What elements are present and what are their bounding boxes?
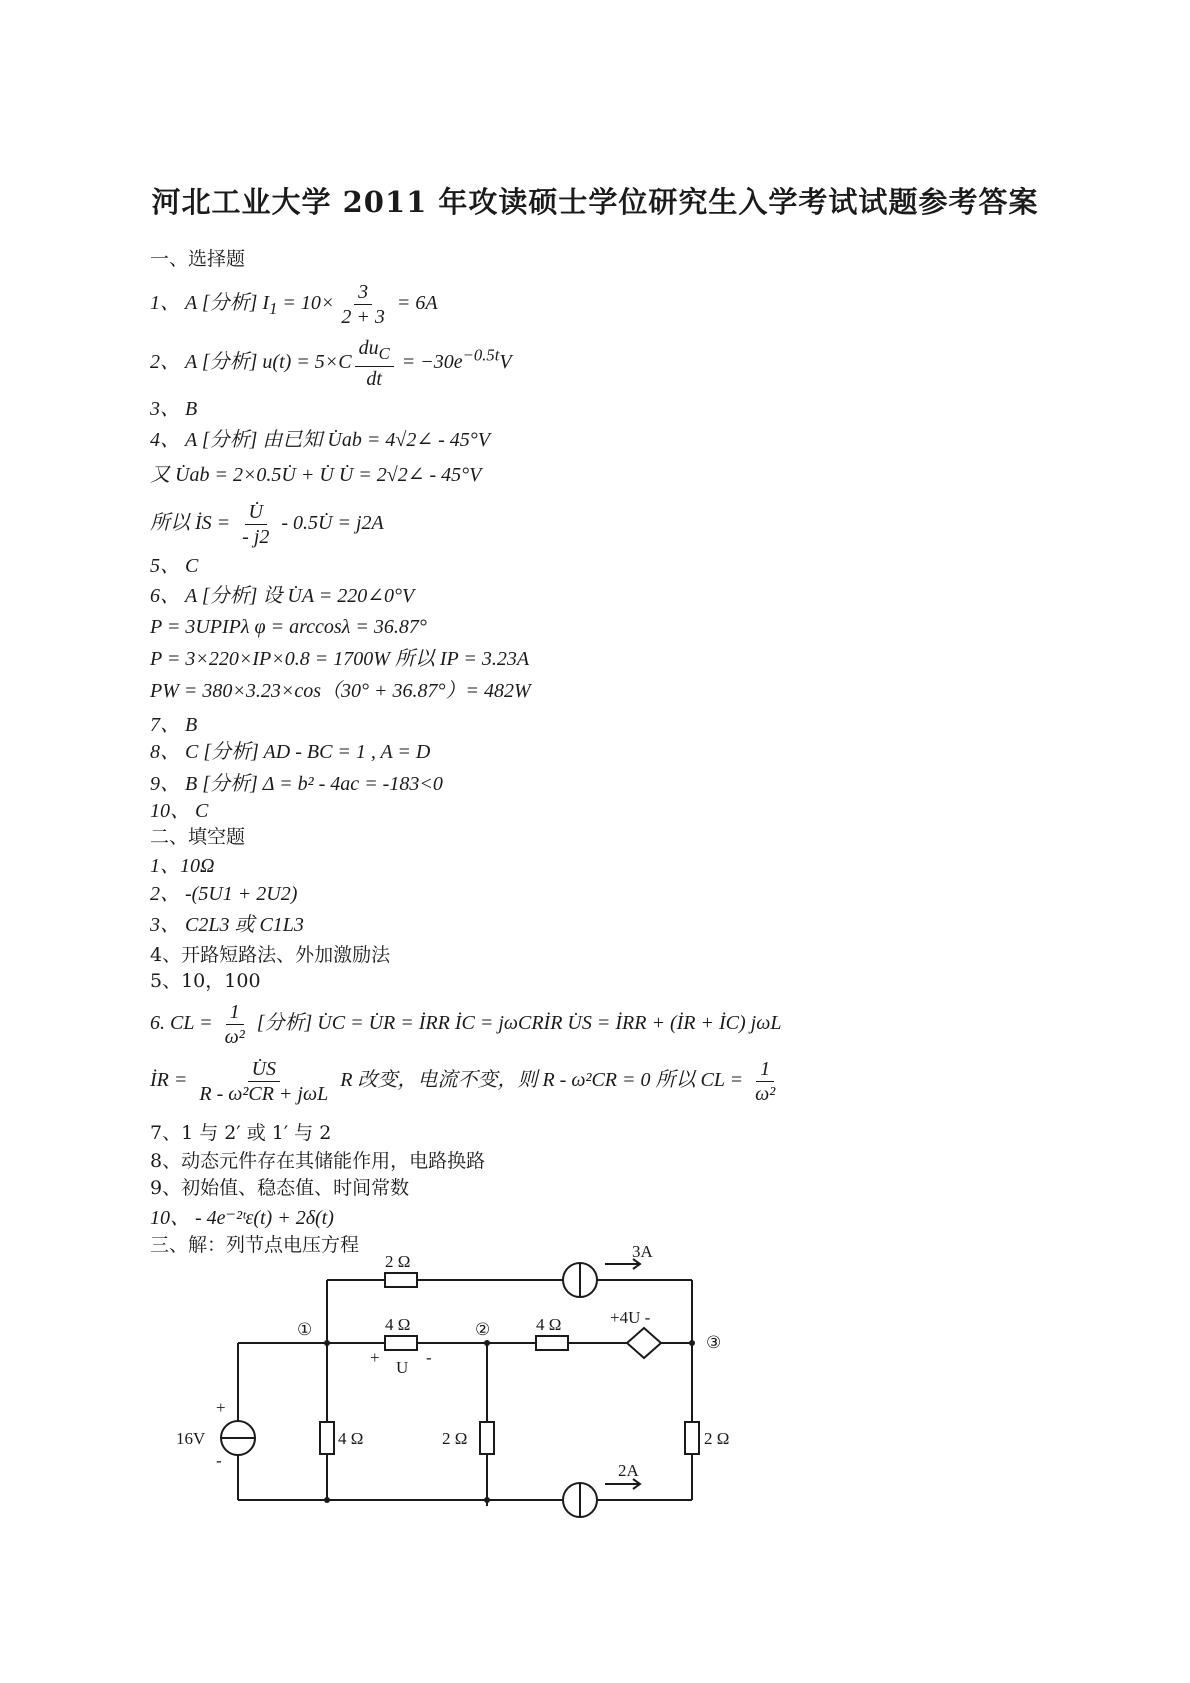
label-node3: ③: [706, 1333, 722, 1352]
answer-2-6: 6. CL = $\frac{1}{\text{ω²}}$ [分析] U̇C = U̇R = İRR İC = jωCRİR U̇S = İRR + (İR + İC) jωL: [150, 1001, 782, 1048]
label-vs-minus: -: [216, 1451, 222, 1470]
label-src-bottom: 2A: [618, 1461, 639, 1480]
answer-1-4-result: 所以 İS = $\frac{U̇}{- j2}$ - 0.5U̇ = j2A: [150, 501, 384, 548]
answer-2-1: 1、10Ω: [150, 855, 215, 877]
answer-2-4: 4、开路短路法、外加激励法: [150, 944, 391, 966]
bottom-node-dot-2: [484, 1497, 490, 1503]
label-node2: ②: [475, 1320, 491, 1339]
dependent-voltage-source: [627, 1328, 661, 1358]
node1-dot: [324, 1340, 330, 1346]
answer-1-1: 1、 A [分析] $I_1 = 10\times$ $\frac{3}{2 + 3}$ = 6A: [150, 281, 438, 328]
page-title: 河北工业大学 2011 年攻读硕士学位研究生入学考试试题参考答案: [151, 185, 1039, 219]
answer-2-9: 9、初始值、稳态值、时间常数: [150, 1177, 410, 1199]
answer-1-6-line3: P = 3×220×IP×0.8 = 1700W 所以 IP = 3.23A: [150, 648, 530, 670]
answer-1-2: 2、 A [分析] u(t) = 5×C $\frac{du_C}{dt}$ = $-30e^{-0.5t}V$: [150, 337, 512, 390]
section-heading-solve: 三、解：列节点电压方程: [150, 1234, 360, 1256]
label-r-top: 2 Ω: [385, 1252, 411, 1271]
resistor-12-4ohm: [385, 1336, 417, 1350]
node2-dot: [484, 1340, 490, 1346]
label-r-12: 4 Ω: [385, 1315, 411, 1334]
answer-1-10: 10、 C: [150, 800, 209, 822]
label-u: U: [396, 1358, 409, 1377]
answer-2-5: 5、10，100: [150, 970, 261, 992]
bottom-node-dot-1: [324, 1497, 330, 1503]
answer-1-3: 3、 B: [150, 398, 198, 420]
answer-1-4-cont: 又 U̇ab = 2×0.5U̇ + U̇ U̇ = 2√2∠ - 45°V: [150, 464, 482, 486]
answer-1-6-line2: P = 3UPIPλ φ = arccosλ = 36.87°: [150, 616, 427, 638]
answer-2-6-cont: İR = $\frac{U̇S}{\text{R - ω²CR + jωL}}$ R 改变，电流不变，则 R - ω²CR = 0 所以 CL = $\frac{1}{\text{ω²}}$: [150, 1058, 776, 1105]
answer-1-7: 7、 B: [150, 714, 198, 736]
resistor-2x-4ohm: [536, 1336, 568, 1350]
answer-1-4: 4、 A [分析] 由已知 U̇ab = 4√2∠ - 45°V: [150, 429, 490, 451]
answer-2-8: 8、动态元件存在其储能作用，电路换路: [150, 1150, 486, 1172]
label-dep-src: +4U -: [610, 1308, 651, 1327]
resistor-v1-4ohm: [320, 1422, 334, 1454]
node3-dot: [689, 1340, 695, 1346]
resistor-top-2ohm: [385, 1273, 417, 1287]
resistor-v3-2ohm: [685, 1422, 699, 1454]
answer-1-8: 8、 C [分析] AD - BC = 1 , A = D: [150, 741, 431, 763]
resistor-v2-2ohm: [480, 1422, 494, 1454]
answer-1-9: 9、 B [分析] Δ = b² - 4ac = -183<0: [150, 773, 443, 795]
label-node1: ①: [297, 1320, 313, 1339]
label-r-v3: 2 Ω: [704, 1429, 730, 1448]
answer-2-7: 7、1 与 2′ 或 1′ 与 2: [150, 1122, 332, 1144]
answer-1-6-line4: PW = 380×3.23×cos（30° + 36.87°）= 482W: [150, 680, 531, 702]
label-r-v1: 4 Ω: [338, 1429, 364, 1448]
label-r-v2: 2 Ω: [442, 1429, 468, 1448]
label-vs-plus: +: [216, 1398, 226, 1417]
label-u-minus: -: [426, 1348, 432, 1367]
answer-1-5: 5、 C: [150, 555, 199, 577]
label-u-plus: +: [370, 1348, 380, 1367]
label-src-top: 3A: [632, 1242, 653, 1261]
section-heading-fill: 二、填空题: [150, 826, 246, 848]
label-vs: 16V: [176, 1429, 206, 1448]
answer-2-10: 10、 - 4e⁻²ᵗε(t) + 2δ(t): [150, 1207, 334, 1229]
label-r-2x: 4 Ω: [536, 1315, 562, 1334]
answer-1-6: 6、 A [分析] 设 U̇A = 220∠0°V: [150, 585, 415, 607]
answer-2-3: 3、 C2L3 或 C1L3: [150, 914, 304, 936]
section-heading-choice: 一、选择题: [150, 248, 246, 270]
answer-2-2: 2、 -(5U1 + 2U2): [150, 883, 298, 905]
